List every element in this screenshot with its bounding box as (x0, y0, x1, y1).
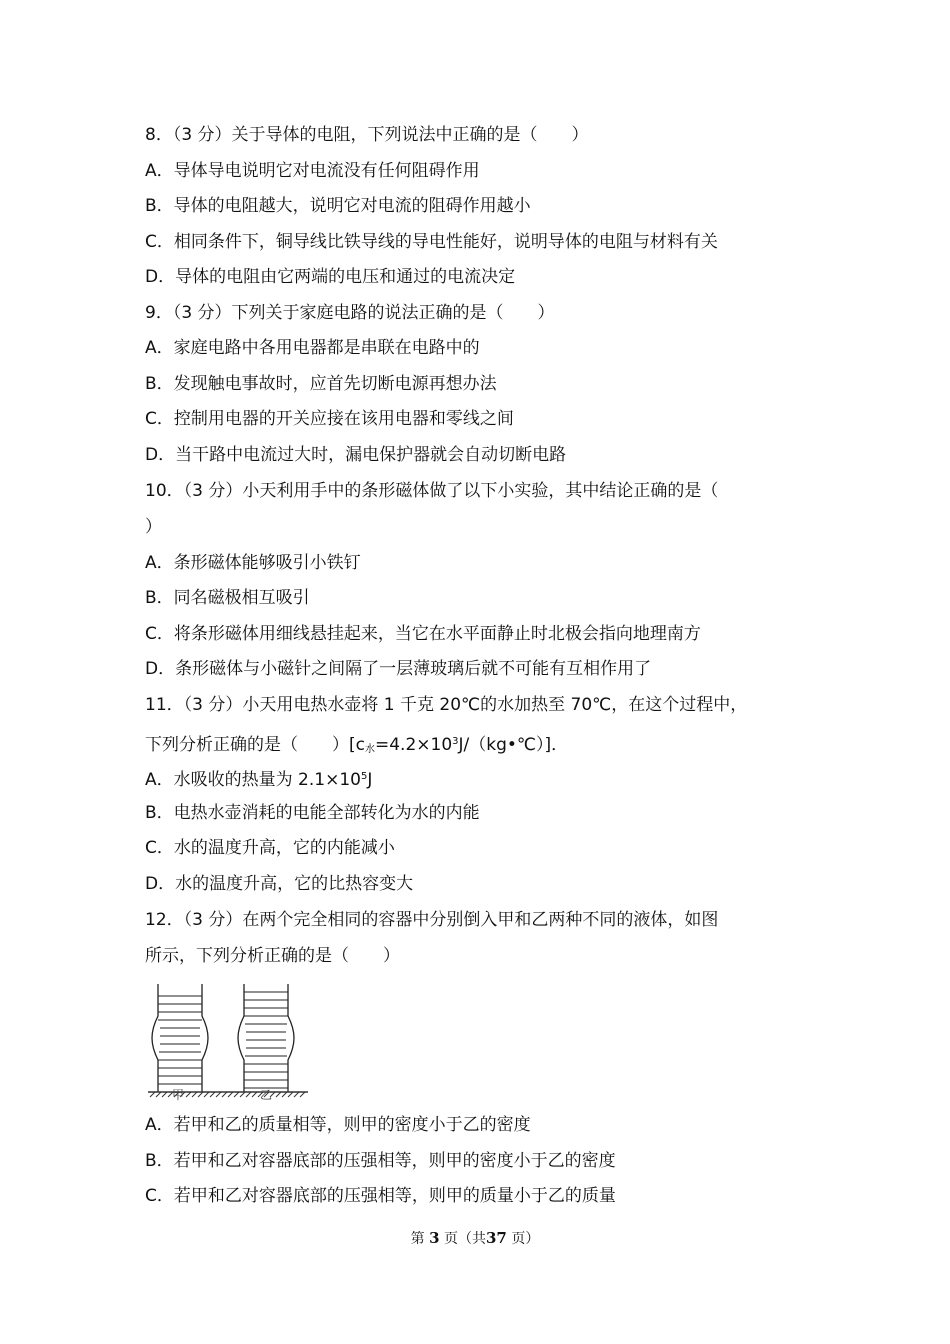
exponent: 3 (452, 736, 459, 747)
question-8-option-c: C．相同条件下，铜导线比铁导线的导电性能好，说明导体的电阻与材料有关 (145, 232, 718, 252)
question-11-formula: =4.2×10 (374, 735, 453, 755)
question-9-option-c: C．控制用电器的开关应接在该用电器和零线之间 (145, 409, 514, 429)
question-11-option-c: C．水的温度升高，它的内能减小 (145, 838, 395, 858)
option-a-unit: J (367, 770, 373, 790)
question-9-option-b: B．发现触电事故时，应首先切断电源再想办法 (145, 374, 497, 394)
footer-prefix: 第 (410, 1231, 425, 1247)
label-jia: 甲 (172, 1088, 185, 1102)
question-12-stem-line1: 12．（3 分）在两个完全相同的容器中分别倒入甲和乙两种不同的液体，如图 (145, 910, 719, 930)
page-footer (0, 1228, 950, 1248)
container-jia (152, 984, 208, 1092)
question-10-stem-line1: 10．（3 分）小天利用手中的条形磁体做了以下小实验，其中结论正确的是（ (145, 481, 719, 501)
question-11-option-b: B．电热水壶消耗的电能全部转化为水的内能 (145, 803, 480, 823)
question-9-stem: 9．（3 分）下列关于家庭电路的说法正确的是（ ） (145, 303, 555, 323)
question-8-stem: 8．（3 分）关于导体的电阻，下列说法中正确的是（ ） (145, 125, 589, 145)
question-10-option-d: D．条形磁体与小磁针之间隔了一层薄玻璃后就不可能有互相作用了 (145, 659, 652, 679)
option-a-text: A．水吸收的热量为 2.1×10 (145, 770, 361, 790)
subscript-water: 水 (364, 744, 375, 755)
question-10-option-a: A．条形磁体能够吸引小铁钉 (145, 553, 361, 573)
current-page-number: 3 (429, 1229, 440, 1247)
question-10-option-b: B．同名磁极相互吸引 (145, 588, 310, 608)
question-12-stem-line2: 所示，下列分析正确的是（ ） (145, 946, 400, 966)
question-12-option-b: B．若甲和乙对容器底部的压强相等，则甲的密度小于乙的密度 (145, 1151, 616, 1171)
question-8-option-b: B．导体的电阻越大，说明它对电流的阻碍作用越小 (145, 196, 531, 216)
footer-middle: 页（共 (444, 1231, 486, 1247)
containers-figure (146, 982, 311, 1102)
question-8-option-a: A．导体导电说明它对电流没有任何阻碍作用 (145, 161, 480, 181)
question-11-stem-line2 (145, 731, 568, 761)
question-11-stem-line1: 11．（3 分）小天用电热水壶将 1 千克 20℃的水加热至 70℃，在这个过程中， (145, 695, 748, 715)
question-9-option-a: A．家庭电路中各用电器都是串联在电路中的 (145, 338, 480, 358)
question-11-option-a (145, 766, 372, 791)
total-page-count: 37 (486, 1229, 507, 1247)
question-9-option-d: D．当干路中电流过大时，漏电保护器就会自动切断电路 (145, 445, 567, 465)
footer-suffix: 页） (511, 1231, 540, 1247)
question-11-option-d: D．水的温度升高，它的比热容变大 (145, 874, 414, 894)
question-10-stem-line2: ） (145, 517, 162, 537)
question-12-option-a: A．若甲和乙的质量相等，则甲的密度小于乙的密度 (145, 1115, 531, 1135)
question-8-option-d: D．导体的电阻由它两端的电压和通过的电流决定 (145, 267, 516, 287)
question-12-option-c: C．若甲和乙对容器底部的压强相等，则甲的质量小于乙的质量 (145, 1186, 616, 1206)
exponent: 5 (360, 771, 368, 782)
container-yi (238, 984, 294, 1092)
label-yi: 乙 (260, 1088, 273, 1102)
question-10-option-c: C．将条形磁体用细线悬挂起来，当它在水平面静止时北极会指向地理南方 (145, 624, 701, 644)
question-11-unit: J/（kg•℃）]． (458, 735, 569, 755)
question-11-stem-text: 下列分析正确的是（ ）[c (145, 735, 365, 755)
